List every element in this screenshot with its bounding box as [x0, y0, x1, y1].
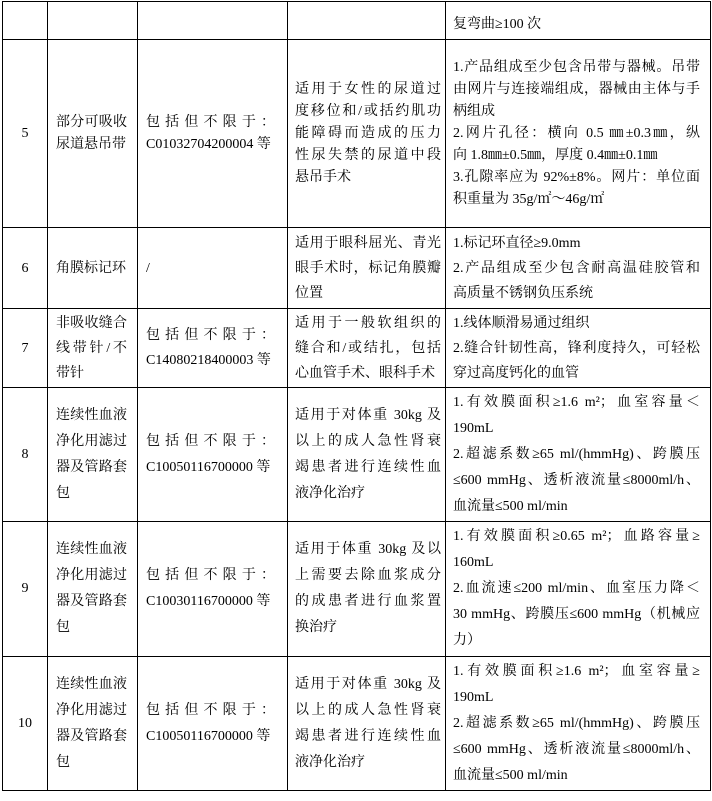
cell-line: C10030116700000 等 — [146, 594, 271, 609]
cell-line: 1.产品组成至少包含吊带与器械。吊带 — [453, 59, 700, 75]
cell-line: 穿过高度钙化的血管 — [453, 365, 579, 381]
cell-line: 2.超滤系数≥65 ml/(hmmHg)、跨膜压 — [453, 446, 700, 462]
cell-line: 包括但不限于： — [146, 114, 275, 130]
cell-line: 度移位和/或括约肌功 — [295, 103, 441, 119]
table-row — [3, 40, 711, 228]
cell-line: ≤600 mmHg、透析液流量≤8000ml/h、 — [453, 472, 700, 488]
table-row — [3, 228, 711, 309]
cell-line: 尿道悬吊带 — [56, 136, 126, 152]
product-name-cell — [48, 40, 138, 228]
cell-line: 包括但不限于： — [146, 328, 275, 343]
product-code-cell — [138, 40, 288, 228]
cell-line: 液净化治疗 — [295, 485, 365, 501]
cell-line: 1.标记环直径≥9.0mm — [453, 235, 581, 251]
requirements-cell — [446, 40, 711, 228]
cell-line: C14080218400003 等 — [146, 353, 271, 368]
scope-cell — [288, 309, 446, 388]
cell-line: 30 mmHg、跨膜压≤600 mmHg（机械应 — [453, 607, 700, 622]
cell-line: / — [146, 260, 150, 276]
cell-line: 非吸收缝合 — [56, 315, 127, 331]
cell-line: 净化用滤过 — [56, 433, 127, 449]
cell-line: 连续性血液 — [56, 676, 127, 692]
cell-line: 1.有效膜面积≥0.65 m²；血路容量≥ — [453, 529, 700, 544]
product-code-cell — [138, 388, 288, 522]
cell-line: 160mL — [453, 555, 494, 570]
table-body — [3, 2, 711, 791]
cell-line: 连续性血液 — [56, 407, 127, 423]
cell-line: 血流量≤500 ml/min — [453, 498, 568, 514]
row-number-cell: 7 — [3, 309, 48, 388]
cell-line: 以上的成人急性肾衰 — [295, 702, 441, 718]
cell-line: 适用于对体重 30kg 及 — [295, 407, 441, 423]
cell-line: ≤600 mmHg、透析液流量≤8000ml/h、 — [453, 741, 700, 757]
scope-cell — [288, 657, 446, 791]
cell-line: 换治疗 — [295, 620, 337, 635]
cell-line: 190mL — [453, 689, 494, 705]
product-name-cell — [48, 657, 138, 791]
cell-line: 2.超滤系数≥65 ml/(hmmHg)、跨膜压 — [453, 715, 700, 731]
table-row — [3, 2, 711, 40]
row-number-cell — [3, 2, 48, 40]
cell-line: 由网片与连接端组成，器械由主体与手 — [453, 81, 700, 97]
cell-line: 血流量≤500 ml/min — [453, 767, 568, 783]
cell-line: 带针 — [56, 365, 84, 381]
cell-line: 1.有效膜面积≥1.6 m²；血室容量≥ — [453, 663, 700, 679]
requirements-cell — [446, 522, 711, 657]
cell-line: 位置 — [295, 285, 323, 301]
table-row — [3, 388, 711, 522]
table-row — [3, 657, 711, 791]
requirements-cell — [446, 228, 711, 309]
cell-line: 净化用滤过 — [56, 568, 127, 583]
cell-line: 角膜标记环 — [56, 260, 126, 276]
cell-line: 器及管路套 — [56, 459, 127, 475]
cell-line: 缝合和/或结扎，包括 — [295, 340, 441, 356]
cell-line: 积重量为 35g/㎡～46g/㎡ — [453, 191, 605, 207]
cell-line: 适用于体重 30kg 及以 — [295, 542, 441, 557]
cell-line: 适用于女性的尿道过 — [295, 81, 441, 97]
scope-cell — [288, 40, 446, 228]
cell-line: 竭患者进行连续性血 — [295, 459, 441, 475]
cell-line: 液净化治疗 — [295, 754, 365, 770]
scope-cell — [288, 522, 446, 657]
table-row — [3, 309, 711, 388]
cell-line: 适用于对体重 30kg 及 — [295, 676, 441, 692]
product-code-cell — [138, 309, 288, 388]
row-number-cell: 10 — [3, 657, 48, 791]
cell-line: 以上的成人急性肾衰 — [295, 433, 441, 449]
cell-line: 适用于一般软组织的 — [295, 315, 441, 331]
requirements-cell — [446, 309, 711, 388]
cell-line: 柄组成 — [453, 103, 495, 119]
product-name-cell — [48, 522, 138, 657]
cell-line: 3.孔隙率应为 92%±8%。网片：单位面 — [453, 169, 700, 185]
product-name-cell — [48, 228, 138, 309]
cell-line: 包括但不限于： — [146, 433, 275, 449]
cell-line: 连续性血液 — [56, 542, 127, 557]
cell-line: 悬吊手术 — [295, 169, 351, 185]
cell-line: 适用于眼科屈光、青光 — [295, 235, 441, 251]
product-code-cell — [138, 657, 288, 791]
cell-line: 力） — [453, 633, 481, 648]
cell-line: 净化用滤过 — [56, 702, 127, 718]
row-number-cell: 8 — [3, 388, 48, 522]
cell-line: 心血管手术、眼科手术 — [295, 365, 435, 381]
scope-cell — [288, 388, 446, 522]
row-number-cell: 9 — [3, 522, 48, 657]
cell-line: 2.缝合针韧性高，锋利度持久，可轻松 — [453, 340, 700, 356]
cell-line: 包 — [56, 754, 70, 770]
requirements-table — [2, 1, 711, 791]
cell-line: 眼手术时，标记角膜瓣 — [295, 260, 441, 276]
cell-line: 性尿失禁的尿道中段 — [295, 147, 441, 163]
cell-line: 1.线体顺滑易通过组织 — [453, 315, 590, 331]
cell-line: 向 1.8㎜±0.5㎜，厚度 0.4㎜±0.1㎜ — [453, 147, 658, 163]
cell-line: 部分可吸收 — [56, 114, 127, 130]
product-name-cell — [48, 388, 138, 522]
cell-line: C10050116700000 等 — [146, 459, 271, 475]
cell-line: 上需要去除血浆成分 — [295, 568, 441, 583]
cell-line: 1.有效膜面积≥1.6 m²；血室容量＜ — [453, 394, 700, 410]
product-code-cell — [138, 522, 288, 657]
product-code-cell — [138, 2, 288, 40]
cell-line: 高质量不锈钢负压系统 — [453, 285, 593, 301]
cell-line: 能障碍而造成的压力 — [295, 125, 441, 141]
requirements-cell — [446, 388, 711, 522]
row-number-cell: 5 — [3, 40, 48, 228]
cell-line: 190mL — [453, 420, 494, 436]
cell-line: 包括但不限于： — [146, 702, 275, 718]
product-code-cell — [138, 228, 288, 309]
cell-line: 2.血流速≤200 ml/min、血室压力降＜ — [453, 581, 700, 596]
cell-line: 的成患者进行血浆置 — [295, 594, 441, 609]
cell-line: 2.网片孔径：横向 0.5 ㎜±0.3㎜，纵 — [453, 125, 700, 141]
scope-cell — [288, 2, 446, 40]
cell-line: 包 — [56, 485, 70, 501]
table-row — [3, 522, 711, 657]
cell-line: 2.产品组成至少包含耐高温硅胶管和 — [453, 260, 700, 276]
cell-line: 线带针/不 — [56, 340, 127, 356]
requirements-cell — [446, 2, 711, 40]
cell-line: 器及管路套 — [56, 594, 127, 609]
cell-line: 竭患者进行连续性血 — [295, 728, 441, 744]
row-number-cell: 6 — [3, 228, 48, 309]
cell-line: C01032704200004 等 — [146, 136, 271, 152]
product-name-cell — [48, 2, 138, 40]
cell-line: 包 — [56, 620, 70, 635]
cell-line: 包括但不限于： — [146, 568, 275, 583]
requirements-cell — [446, 657, 711, 791]
cell-line: C10050116700000 等 — [146, 728, 271, 744]
scope-cell — [288, 228, 446, 309]
cell-line: 器及管路套 — [56, 728, 127, 744]
product-name-cell — [48, 309, 138, 388]
cell-line: 复弯曲≥100 次 — [453, 17, 542, 32]
